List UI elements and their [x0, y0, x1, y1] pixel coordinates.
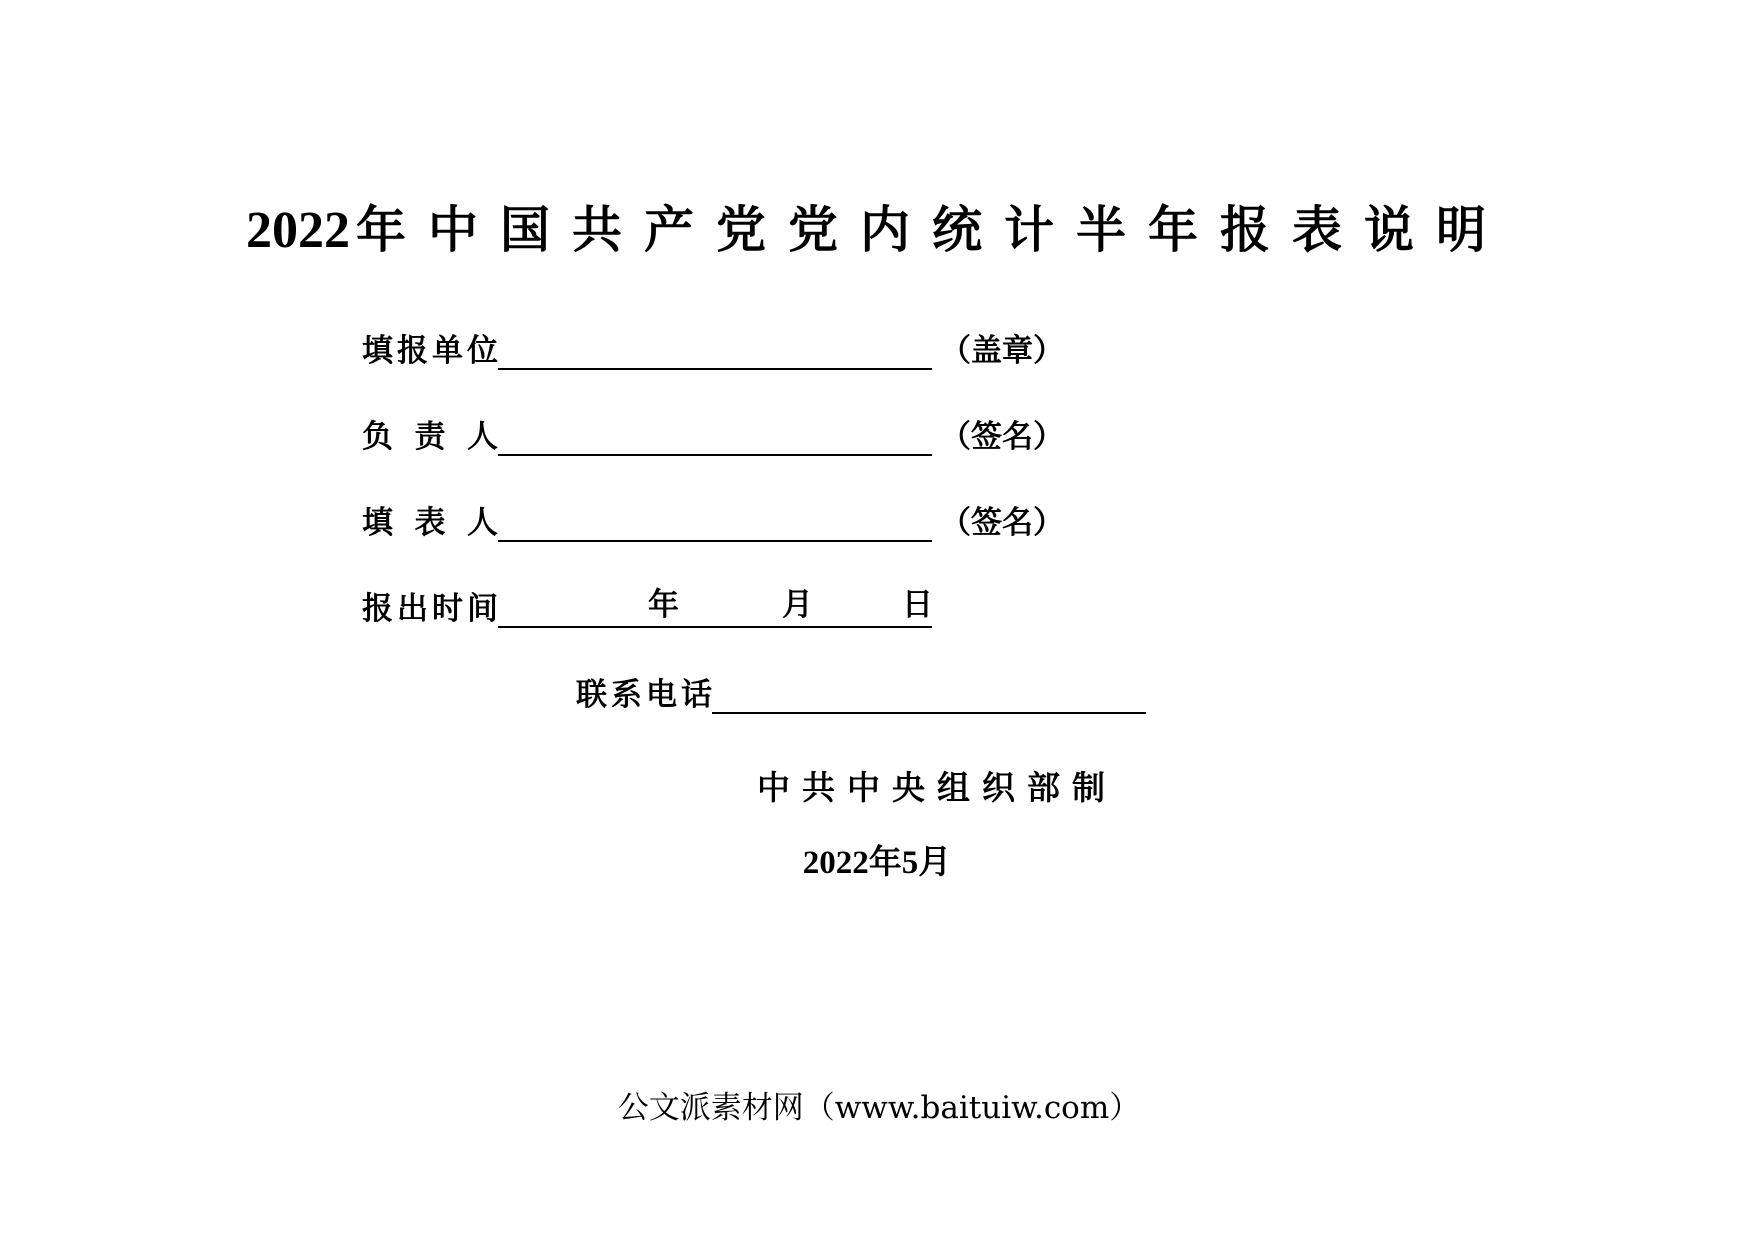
report-time-field: [362, 584, 932, 628]
unit-suffix: （盖章）: [940, 333, 1064, 369]
report-time-day: 日: [902, 587, 933, 623]
leader-suffix: （签名）: [940, 419, 1064, 455]
leader-input-line[interactable]: [498, 414, 932, 456]
title-year: 2022: [246, 202, 350, 259]
phone-input-line[interactable]: [712, 672, 1146, 714]
filler-suffix: （签名）: [940, 505, 1064, 541]
phone-label: 联系电话: [576, 677, 712, 713]
issuer: 中共中央组织部制: [757, 768, 1117, 807]
report-time-year: 年: [648, 587, 679, 623]
issue-date-year-number: 2022: [802, 845, 869, 881]
leader-field: [362, 412, 1064, 456]
issue-date-month-number: 5: [901, 845, 919, 881]
issue-date-month: 月: [918, 842, 952, 881]
page-title: [0, 190, 1754, 262]
issue-date: [0, 836, 1754, 883]
leader-label: 负 责 人: [362, 419, 498, 455]
report-time-label: 报出时间: [362, 591, 498, 627]
filler-field: [362, 498, 1064, 542]
filler-input-line[interactable]: [498, 500, 932, 542]
filler-label: 填 表 人: [362, 505, 498, 541]
issue-date-year: 年: [868, 842, 902, 881]
unit-input-line[interactable]: [498, 328, 932, 370]
footer-source: 公文派素材网（www.baituiw.com）: [617, 1090, 1141, 1126]
phone-field: [576, 670, 1146, 714]
title-text: 年中国共产党党内统计半年报表说明: [356, 201, 1508, 259]
unit-label: 填报单位: [362, 333, 498, 369]
report-time-month: 月: [782, 587, 813, 623]
unit-field: [362, 326, 1064, 370]
report-time-input-line[interactable]: [498, 586, 932, 628]
